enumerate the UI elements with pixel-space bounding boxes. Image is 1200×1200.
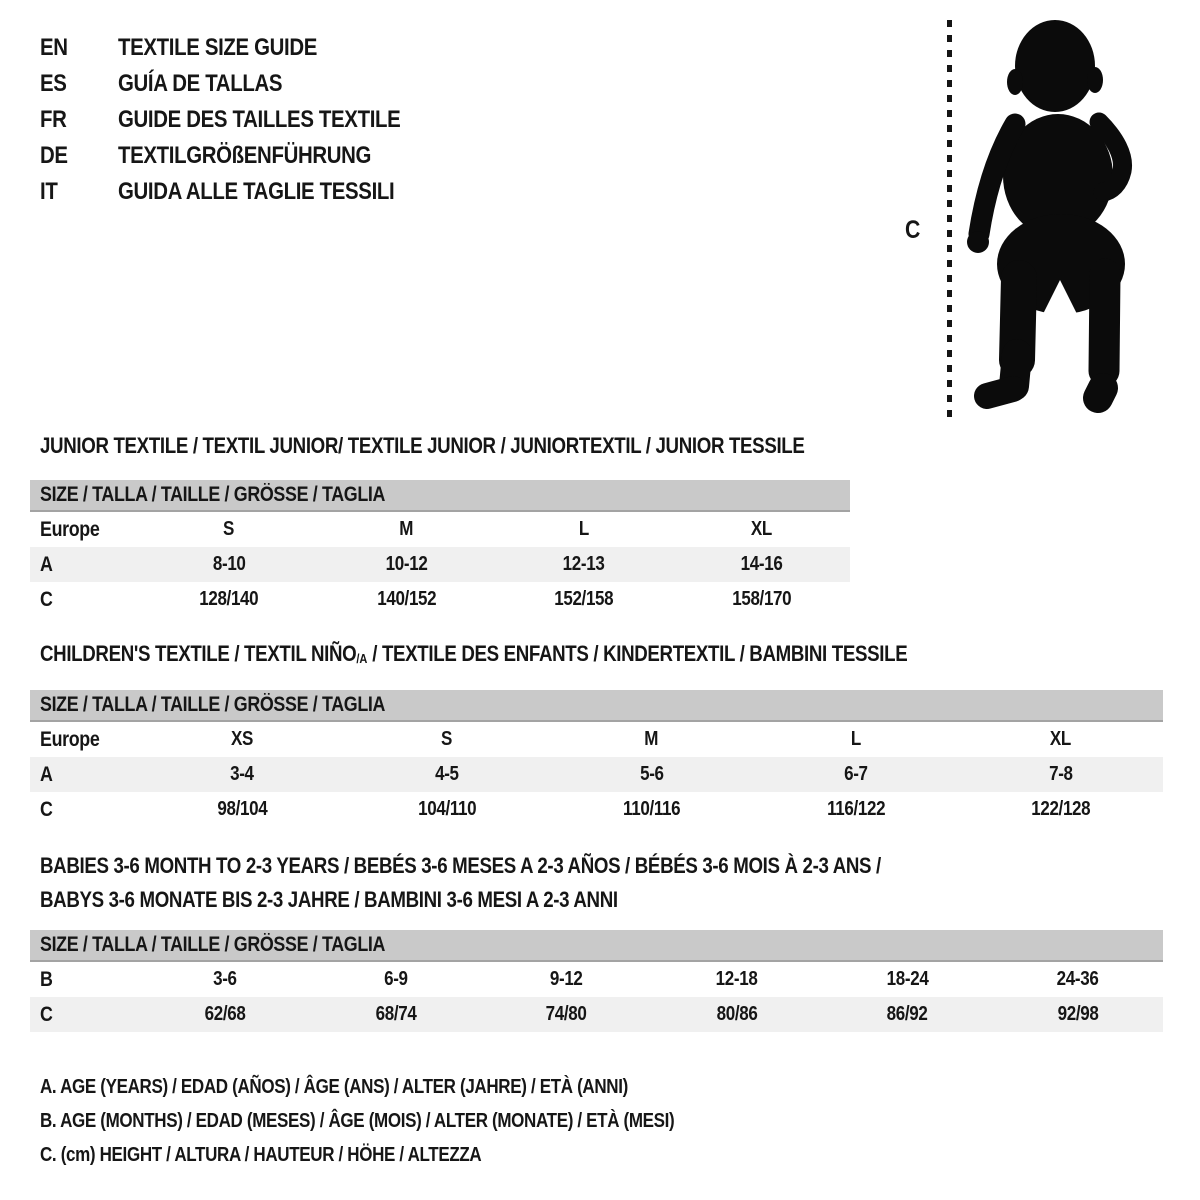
- row-label: A: [40, 763, 53, 786]
- lang-row-de: [40, 138, 450, 174]
- value-cell: 18-24: [886, 968, 929, 990]
- value-cell: 12-13: [562, 553, 605, 575]
- value-cell: 9-12: [549, 968, 583, 990]
- size-cell: M: [644, 728, 659, 750]
- legend-line-b: B. AGE (MONTHS) / EDAD (MESES) / ÂGE (MOIS) / ALTER (MONATE) / ETÀ (MESI): [40, 1110, 675, 1132]
- legend-line-c: C. (cm) HEIGHT / ALTURA / HAUTEUR / HÖHE / ALTEZZA: [40, 1144, 482, 1166]
- measure-legend: [40, 1070, 786, 1172]
- legend-line-a: A. AGE (YEARS) / EDAD (AÑOS) / ÂGE (ANS) / ALTER (JAHRE) / ETÀ (ANNI): [40, 1076, 628, 1098]
- size-header-band: SIZE / TALLA / TAILLE / GRÖSSE / TAGLIA: [30, 480, 850, 512]
- junior-size-table: [30, 480, 850, 617]
- lang-row-en: [40, 30, 450, 66]
- guide-title-de: TEXTILGRÖßENFÜHRUNG: [118, 142, 372, 169]
- table-row-europe: [30, 722, 1163, 757]
- value-cell: 12-18: [715, 968, 758, 990]
- value-cell: 122/128: [1031, 798, 1091, 820]
- row-label: C: [40, 1003, 53, 1026]
- value-cell: 5-6: [639, 763, 664, 785]
- value-cell: 140/152: [376, 588, 436, 610]
- height-measure-label: C: [905, 216, 921, 244]
- size-cell: S: [441, 728, 453, 750]
- value-cell: 92/98: [1057, 1003, 1099, 1025]
- size-cell: XL: [750, 518, 772, 540]
- lang-code: EN: [40, 34, 68, 61]
- value-cell: 158/170: [731, 588, 791, 610]
- lang-code: DE: [40, 142, 68, 169]
- value-cell: 68/74: [375, 1003, 417, 1025]
- value-cell: 152/158: [554, 588, 614, 610]
- lang-row-fr: [40, 102, 450, 138]
- row-label: A: [40, 553, 53, 576]
- table-row-height: [30, 997, 1163, 1032]
- nino-a-subscript: /A: [356, 651, 368, 666]
- lang-code: IT: [40, 178, 58, 205]
- value-cell: 104/110: [417, 798, 476, 820]
- guide-title-es: GUÍA DE TALLAS: [118, 70, 283, 97]
- toddler-silhouette: [963, 16, 1141, 422]
- size-cell: L: [851, 728, 862, 750]
- guide-title-en: TEXTILE SIZE GUIDE: [118, 34, 318, 61]
- value-cell: 62/68: [204, 1003, 246, 1025]
- size-cell: M: [399, 518, 414, 540]
- value-cell: 3-6: [213, 968, 238, 990]
- row-label: B: [40, 968, 53, 991]
- size-cell: S: [223, 518, 235, 540]
- lang-row-es: [40, 66, 450, 102]
- value-cell: 6-9: [383, 968, 408, 990]
- value-cell: 3-4: [230, 763, 255, 785]
- babies-section-title: BABIES 3-6 MONTH TO 2-3 YEARS / BEBÉS 3-6 MESES A 2-3 AÑOS / BÉBÉS 3-6 MOIS À 2-3 ANS / BABYS 3-6 MONATE BIS 2-3 JAHRE / BAMBINI 3-6 MESI A 2-3 ANNI: [40, 853, 881, 912]
- row-label: Europe: [40, 728, 100, 751]
- value-cell: 86/92: [886, 1003, 928, 1025]
- table-row-height: [30, 582, 850, 617]
- value-cell: 14-16: [740, 553, 783, 575]
- row-label: C: [40, 798, 53, 821]
- guide-title-fr: GUIDE DES TAILLES TEXTILE: [118, 106, 401, 133]
- value-cell: 98/104: [217, 798, 268, 820]
- value-cell: 110/116: [622, 798, 681, 820]
- table-row-height: [30, 792, 1163, 827]
- children-size-table: [30, 690, 1163, 827]
- table-row-europe: [30, 512, 850, 547]
- value-cell: 116/122: [827, 798, 886, 820]
- lang-row-it: [40, 174, 450, 210]
- value-cell: 8-10: [212, 553, 246, 575]
- lang-code: FR: [40, 106, 67, 133]
- value-cell: 80/86: [716, 1003, 758, 1025]
- value-cell: 74/80: [545, 1003, 587, 1025]
- guide-title-it: GUIDA ALLE TAGLIE TESSILI: [118, 178, 395, 205]
- row-label: Europe: [40, 518, 100, 541]
- children-section-title: CHILDREN'S TEXTILE / TEXTIL NIÑO/A / TEXTILE DES ENFANTS / KINDERTEXTIL / BAMBINI TESSILE: [40, 641, 908, 666]
- table-row-months: [30, 962, 1163, 997]
- value-cell: 128/140: [199, 588, 259, 610]
- value-cell: 10-12: [385, 553, 428, 575]
- value-cell: 4-5: [435, 763, 459, 785]
- junior-section-title: JUNIOR TEXTILE / TEXTIL JUNIOR/ TEXTILE JUNIOR / JUNIORTEXTIL / JUNIOR TESSILE: [40, 433, 805, 458]
- size-header-band: SIZE / TALLA / TAILLE / GRÖSSE / TAGLIA: [30, 930, 1163, 962]
- size-cell: XS: [231, 728, 254, 750]
- table-row-age: [30, 757, 1163, 792]
- babies-size-table: [30, 930, 1163, 1032]
- value-cell: 7-8: [1048, 763, 1073, 785]
- row-label: C: [40, 588, 53, 611]
- language-title-list: [40, 30, 450, 210]
- lang-code: ES: [40, 70, 67, 97]
- value-cell: 6-7: [844, 763, 868, 785]
- height-measure-dashed-line: [947, 20, 952, 418]
- size-cell: L: [578, 518, 589, 540]
- value-cell: 24-36: [1056, 968, 1099, 990]
- size-header-band: SIZE / TALLA / TAILLE / GRÖSSE / TAGLIA: [30, 690, 1163, 722]
- table-row-age: [30, 547, 850, 582]
- size-cell: XL: [1050, 728, 1072, 750]
